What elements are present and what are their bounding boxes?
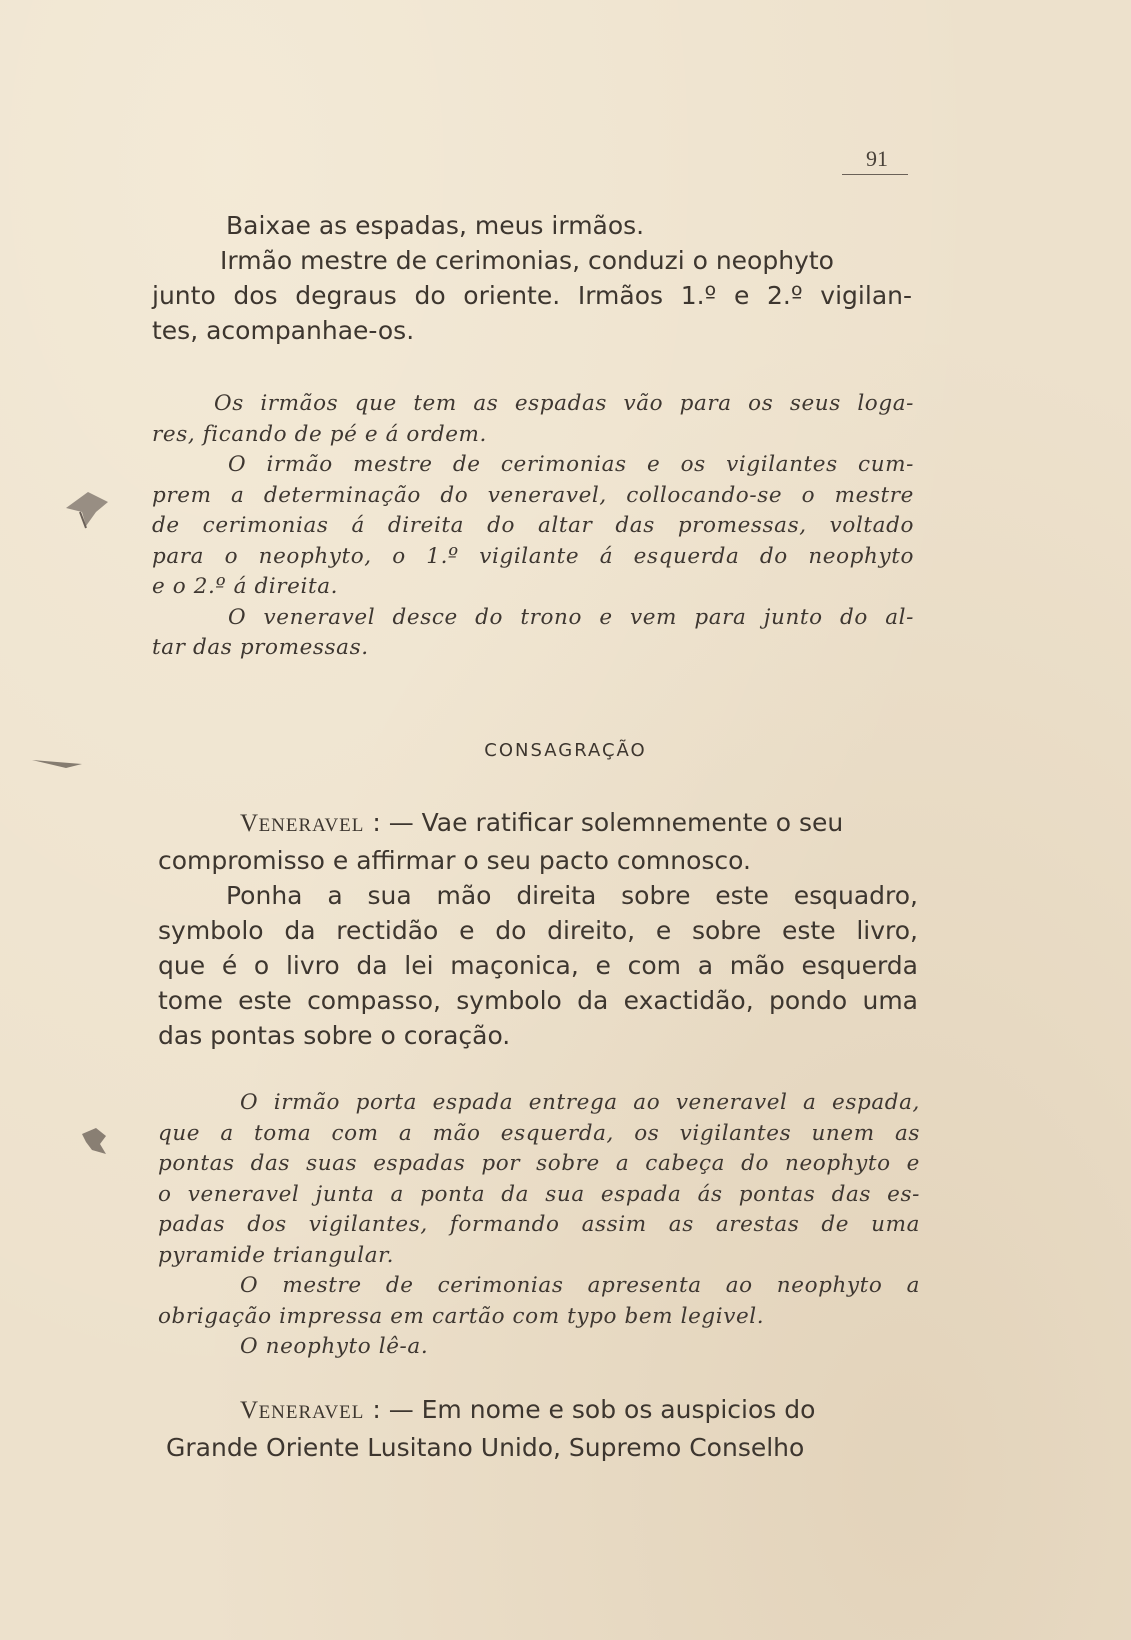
speech-line: das pontas sobre o coração. [158, 1021, 511, 1050]
italic-line: O irmão porta espada entrega ao veneravel a espada, [240, 1090, 920, 1115]
page-number-rule [842, 174, 908, 175]
section-heading: CONSAGRAÇÃO [484, 740, 647, 761]
speech-first-line [158, 805, 918, 843]
speaker-separator: : — [364, 808, 422, 837]
italic-line: prem a determinação do veneravel, collocando-se o mestre [152, 482, 914, 508]
speech-line: Ponha a sua mão direita sobre este esquadro, [226, 881, 918, 910]
italic-line: para o neophyto, o 1.º vigilante á esquerda do neophyto [152, 543, 914, 569]
speaker-separator: : — [364, 1395, 422, 1424]
italic-line: que a toma com a mão esquerda, os vigilantes unem as [158, 1120, 920, 1146]
italic-line: pontas das suas espadas por sobre a cabeça do neophyto e [158, 1151, 920, 1176]
italic-line: O neophyto lê-a. [240, 1334, 429, 1359]
italic-line: O mestre de cerimonias apresenta ao neophyto a [240, 1273, 920, 1298]
paragraph-instructions [152, 208, 912, 348]
speaker-initial: V [240, 1397, 259, 1424]
italic-line: O veneravel desce do trono e vem para junto do al- [228, 604, 914, 630]
page-number: 91 [866, 146, 888, 171]
speech-line: tome este compasso, symbolo da exactidão, pondo uma [158, 986, 918, 1015]
speech-line: Grande Oriente Lusitano Unido, Supremo Conselho [166, 1433, 805, 1462]
speech-line: que é o livro da lei maçonica, e com a mão esquerda [158, 951, 918, 980]
speech-text: Em nome e sob os auspicios do [421, 1395, 816, 1424]
italic-line: Os irmãos que tem as espadas vão para os seus loga- [214, 391, 914, 416]
italic-line: e o 2.º á direita. [152, 574, 339, 599]
speaker-name: ENERAVEL [258, 815, 365, 836]
speech-first-line [166, 1392, 926, 1430]
italic-line: O irmão mestre de cerimonias e os vigilantes cum- [228, 452, 914, 477]
italic-line: obrigação impressa em cartão com typo bem legivel. [158, 1303, 765, 1329]
speech-line: symbolo da rectidão e do direito, e sobre este livro, [158, 916, 918, 945]
italic-line: pyramide triangular. [158, 1242, 395, 1268]
italic-line: o veneravel junta a ponta da sua espada ás pontas das es- [158, 1181, 920, 1207]
speech-veneravel-2 [166, 1392, 926, 1465]
speech-line: compromisso e affirmar o seu pacto comnosco. [158, 846, 751, 875]
italic-line: de cerimonias á direita do altar das promessas, voltado [152, 513, 914, 538]
speaker-name: ENERAVEL [258, 1402, 365, 1423]
italic-line: res, ficando de pé e á ordem. [152, 421, 487, 447]
paper-defect-mark [30, 752, 90, 772]
text-line: junto dos degraus do oriente. Irmãos 1.º e 2.º vigilan- [152, 281, 912, 310]
speech-text: Vae ratificar solemnemente o seu [421, 808, 844, 837]
italic-line: padas dos vigilantes, formando assim as arestas de uma [158, 1212, 920, 1237]
speech-veneravel-1 [158, 805, 918, 1053]
italic-line: tar das promessas. [152, 635, 369, 660]
text-line: tes, acompanhae-os. [152, 316, 415, 345]
paper-defect-mark [58, 478, 118, 538]
paper-defect-mark [76, 1120, 120, 1164]
speaker-initial: V [240, 810, 259, 837]
text-line: Baixae as espadas, meus irmãos. [226, 211, 645, 240]
stage-directions-1 [152, 389, 914, 664]
stage-directions-2 [158, 1088, 920, 1363]
text-line: Irmão mestre de cerimonias, conduzi o neophyto [220, 246, 834, 275]
